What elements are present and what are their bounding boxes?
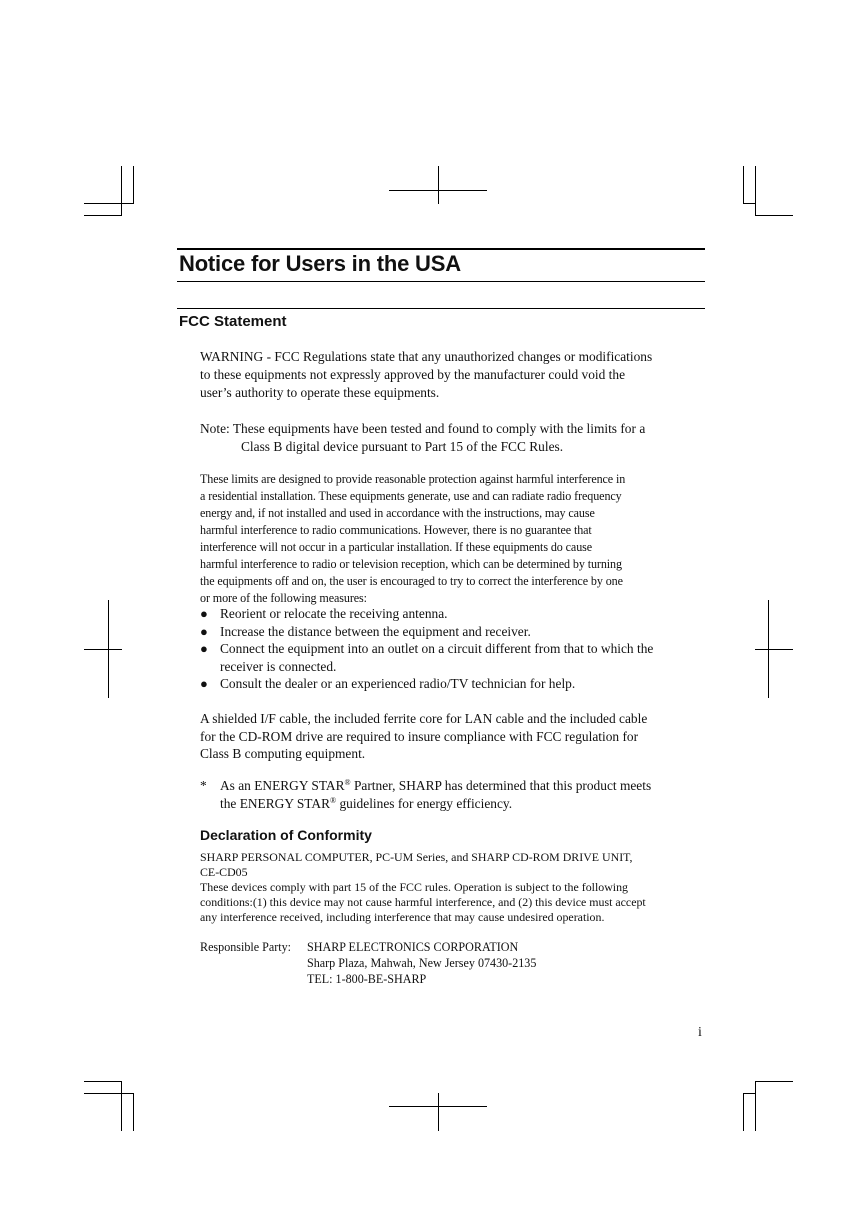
text-line: CE-CD05	[200, 865, 248, 879]
declaration-heading: Declaration of Conformity	[200, 827, 372, 843]
text-line: the equipments off and on, the user is encouraged to try to correct the interference by one	[200, 574, 623, 588]
registration-mark	[438, 166, 439, 204]
text-line: user’s authority to operate these equipments.	[200, 385, 440, 400]
text-line: energy and, if not installed and used in accordance with the instructions, may cause	[200, 506, 595, 520]
list-item-text: receiver is connected.	[220, 659, 337, 674]
title-rule-bottom	[177, 281, 705, 282]
text-line: to these equipments not expressly approved by the manufacturer could void the	[200, 367, 626, 382]
asterisk: *	[200, 778, 207, 793]
list-item-text: Connect the equipment into an outlet on a circuit different from that to which the	[220, 641, 654, 656]
declaration-paragraph	[200, 850, 705, 925]
responsible-party-line: Sharp Plaza, Mahwah, New Jersey 07430-2135	[307, 956, 537, 970]
crop-mark	[84, 1081, 121, 1082]
text-line: SHARP PERSONAL COMPUTER, PC-UM Series, and SHARP CD-ROM DRIVE UNIT,	[200, 850, 633, 864]
text-line: conditions:(1) this device may not cause harmful interference, and (2) this device must accept	[200, 895, 646, 909]
crop-mark	[121, 166, 122, 216]
text-line: harmful interference to radio communications. However, there is no guarantee that	[200, 523, 592, 537]
crop-mark	[755, 215, 793, 216]
text-line: Class B computing equipment.	[200, 746, 366, 761]
text-line: These devices comply with part 15 of the FCC rules. Operation is subject to the following	[200, 880, 628, 894]
registered-mark: ®	[330, 795, 337, 805]
crop-mark	[84, 215, 121, 216]
section-rule	[177, 308, 705, 309]
crop-mark	[743, 1093, 755, 1094]
section-title: FCC Statement	[179, 313, 287, 330]
registration-mark	[438, 1093, 439, 1131]
registration-mark	[84, 649, 122, 650]
responsible-party-label: Responsible Party:	[200, 940, 292, 954]
text-line: Class B digital device pursuant to Part 15 of the FCC Rules.	[241, 439, 564, 454]
list-item-text: Consult the dealer or an experienced radio/TV technician for help.	[220, 676, 576, 691]
page-title: Notice for Users in the USA	[179, 251, 461, 276]
registered-mark: ®	[344, 778, 351, 787]
crop-mark	[84, 1093, 133, 1094]
energy-star-note	[200, 777, 705, 812]
list-item-text: Reorient or relocate the receiving antenna.	[220, 606, 448, 621]
text-line	[200, 777, 705, 795]
energy-text: Partner, SHARP has determined that this product meets	[350, 778, 652, 793]
bullet-icon: ●	[200, 624, 208, 639]
crop-mark	[133, 166, 134, 204]
responsible-party-line: TEL: 1-800-BE-SHARP	[307, 972, 427, 986]
bullet-icon: ●	[200, 606, 208, 621]
warning-paragraph	[200, 348, 705, 402]
text-line: or more of the following measures:	[200, 591, 367, 605]
text-line: These limits are designed to provide reasonable protection against harmful interference in	[200, 472, 626, 486]
text-line	[200, 795, 705, 813]
energy-text: the ENERGY STAR	[220, 795, 331, 811]
energy-text: As an ENERGY STAR	[220, 778, 345, 793]
crop-mark	[755, 1081, 756, 1131]
bullet-icon: ●	[200, 676, 208, 691]
note-paragraph	[200, 420, 705, 456]
text-line: any interference received, including interference that may cause undesired operation.	[200, 910, 605, 924]
crop-mark	[755, 166, 756, 216]
text-line: A shielded I/F cable, the included ferrite core for LAN cable and the included cable	[200, 711, 648, 726]
text-line: for the CD-ROM drive are required to insure compliance with FCC regulation for	[200, 728, 639, 744]
crop-mark	[755, 1081, 793, 1082]
title-rule-top	[177, 248, 705, 250]
crop-mark	[121, 1081, 122, 1131]
limits-paragraph	[200, 471, 705, 607]
text-line: harmful interference to radio or television reception, which can be determined by turning	[200, 557, 622, 571]
text-line: interference will not occur in a particular installation. If these equipments do cause	[200, 540, 593, 554]
energy-text: guidelines for energy efficiency.	[336, 795, 513, 811]
crop-mark	[743, 203, 755, 204]
page-number: i	[698, 1025, 702, 1040]
list-item-text: Increase the distance between the equipment and receiver.	[220, 624, 531, 639]
crop-mark	[133, 1093, 134, 1131]
crop-mark	[743, 166, 744, 204]
text-line: WARNING - FCC Regulations state that any unauthorized changes or modifications	[200, 349, 653, 364]
text-line: a residential installation. These equipments generate, use and can radiate radio frequency	[200, 489, 622, 503]
bullet-icon: ●	[200, 641, 208, 656]
crop-mark	[84, 203, 133, 204]
registration-mark	[755, 649, 793, 650]
responsible-party-line: SHARP ELECTRONICS CORPORATION	[307, 940, 519, 954]
text-line: Note: These equipments have been tested and found to comply with the limits for a	[200, 421, 646, 436]
crop-mark	[743, 1093, 744, 1131]
cable-paragraph	[200, 710, 705, 763]
